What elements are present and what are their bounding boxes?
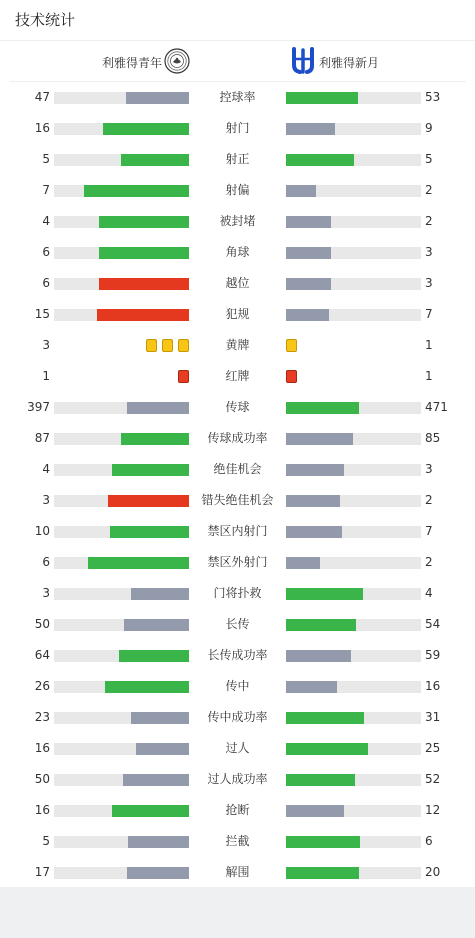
home-bar-fill (119, 650, 189, 662)
home-bar-track (54, 92, 189, 104)
home-bar-track (54, 557, 189, 569)
away-bar-fill (286, 247, 331, 259)
away-bar-track (286, 92, 421, 104)
away-bar-track (286, 309, 421, 321)
away-bar-fill (286, 650, 351, 662)
away-bar-track (286, 247, 421, 259)
home-bar-track (54, 619, 189, 631)
away-value: 3 (425, 276, 433, 290)
stat-label: 绝佳机会 (213, 462, 262, 476)
stat-row (0, 795, 475, 826)
away-value: 7 (425, 524, 433, 538)
home-bar-fill (124, 619, 189, 631)
yellow-card-icon (146, 339, 157, 352)
stat-row (0, 764, 475, 795)
home-bar-track (54, 836, 189, 848)
home-bar-fill (131, 712, 189, 724)
home-bar-fill (131, 588, 189, 600)
stat-label: 黄牌 (225, 338, 250, 352)
away-value: 20 (425, 865, 441, 879)
yellow-card-icon (178, 339, 189, 352)
home-bar-fill (128, 836, 189, 848)
teams-header (10, 41, 466, 82)
home-bar-track (54, 774, 189, 786)
home-value: 3 (42, 338, 50, 352)
away-bar-fill (286, 836, 360, 848)
stat-label: 射门 (225, 121, 250, 135)
home-bar-track (54, 433, 189, 445)
home-bar-fill (127, 867, 189, 879)
stat-row (0, 733, 475, 764)
home-bar-track (54, 278, 189, 290)
home-bar-fill (126, 92, 189, 104)
yellow-card-icon (286, 339, 297, 352)
yellow-card-icon (162, 339, 173, 352)
home-cards (146, 339, 189, 352)
away-value: 471 (425, 400, 448, 414)
stat-row (0, 516, 475, 547)
stat-row (0, 144, 475, 175)
home-bar-track (54, 464, 189, 476)
away-bar-fill (286, 619, 356, 631)
away-value: 5 (425, 152, 433, 166)
away-bar-fill (286, 867, 359, 879)
stat-label: 错失绝佳机会 (201, 493, 274, 507)
home-bar-track (54, 867, 189, 879)
stat-label: 长传成功率 (207, 648, 268, 662)
away-value: 53 (425, 90, 441, 104)
away-bar-fill (286, 588, 363, 600)
stat-label: 传中 (225, 679, 250, 693)
away-value: 85 (425, 431, 441, 445)
home-value: 50 (34, 772, 50, 786)
away-value: 52 (425, 772, 441, 786)
home-value: 47 (34, 90, 50, 104)
stat-label: 传球成功率 (207, 431, 268, 445)
home-bar-track (54, 743, 189, 755)
home-bar-track (54, 185, 189, 197)
home-bar-fill (84, 185, 189, 197)
home-bar-fill (99, 247, 189, 259)
away-value: 2 (425, 183, 433, 197)
away-bar-track (286, 185, 421, 197)
home-bar-track (54, 216, 189, 228)
stat-row (0, 268, 475, 299)
home-bar-fill (112, 805, 189, 817)
home-value: 6 (42, 555, 50, 569)
home-bar-fill (127, 402, 189, 414)
away-bar-fill (286, 185, 316, 197)
away-bar-fill (286, 743, 368, 755)
away-value: 1 (425, 369, 433, 383)
away-team-name: 利雅得新月 (319, 56, 380, 70)
home-bar-track (54, 526, 189, 538)
away-value: 16 (425, 679, 441, 693)
al-hilal-crest-icon (291, 47, 315, 75)
stat-label: 被封堵 (219, 214, 256, 228)
home-bar-fill (110, 526, 189, 538)
home-team-name: 利雅得青年 (101, 56, 162, 70)
away-bar-fill (286, 433, 353, 445)
away-bar-fill (286, 774, 355, 786)
away-bar-fill (286, 526, 342, 538)
stat-label: 犯规 (225, 307, 250, 321)
away-value: 12 (425, 803, 441, 817)
away-value: 4 (425, 586, 433, 600)
stat-row (0, 702, 475, 733)
home-bar-track (54, 309, 189, 321)
home-value: 4 (42, 462, 50, 476)
away-bar-fill (286, 309, 329, 321)
stat-label: 长传 (225, 617, 250, 631)
home-value: 64 (34, 648, 50, 662)
away-bar-track (286, 402, 421, 414)
away-bar-track (286, 650, 421, 662)
away-value: 2 (425, 493, 433, 507)
away-bar-track (286, 123, 421, 135)
home-value: 15 (34, 307, 50, 321)
away-value: 3 (425, 462, 433, 476)
stat-label: 拦截 (225, 834, 250, 848)
home-bar-fill (108, 495, 189, 507)
home-bar-fill (112, 464, 189, 476)
home-bar-track (54, 402, 189, 414)
away-cards (286, 339, 297, 352)
al-shabab-crest-icon (164, 48, 190, 74)
stat-row (0, 361, 475, 392)
away-bar-fill (286, 92, 358, 104)
home-value: 6 (42, 276, 50, 290)
away-bar-track (286, 526, 421, 538)
away-bar-track (286, 278, 421, 290)
away-value: 7 (425, 307, 433, 321)
away-bar-track (286, 836, 421, 848)
away-bar-fill (286, 712, 364, 724)
away-value: 3 (425, 245, 433, 259)
away-bar-fill (286, 557, 320, 569)
panel-title: 技术统计 (15, 11, 76, 29)
stat-row (0, 82, 475, 113)
away-value: 2 (425, 555, 433, 569)
home-bar-fill (99, 216, 189, 228)
away-bar-track (286, 464, 421, 476)
away-bar-track (286, 588, 421, 600)
away-bar-track (286, 805, 421, 817)
stat-label: 传中成功率 (207, 710, 268, 724)
home-value: 5 (42, 152, 50, 166)
away-value: 25 (425, 741, 441, 755)
away-bar-track (286, 867, 421, 879)
away-bar-fill (286, 123, 335, 135)
home-value: 7 (42, 183, 50, 197)
stat-label: 解围 (225, 865, 250, 879)
away-bar-fill (286, 495, 340, 507)
stat-row (0, 826, 475, 857)
stat-label: 过人成功率 (207, 772, 268, 786)
stat-row (0, 423, 475, 454)
away-bar-fill (286, 402, 359, 414)
home-bar-track (54, 681, 189, 693)
away-bar-track (286, 154, 421, 166)
home-bar-track (54, 154, 189, 166)
home-value: 6 (42, 245, 50, 259)
away-value: 6 (425, 834, 433, 848)
home-bar-fill (103, 123, 189, 135)
away-value: 31 (425, 710, 441, 724)
stat-label: 禁区内射门 (207, 524, 268, 538)
away-bar-fill (286, 681, 337, 693)
home-value: 3 (42, 586, 50, 600)
away-bar-track (286, 774, 421, 786)
away-bar-fill (286, 805, 344, 817)
away-bar-track (286, 681, 421, 693)
away-bar-track (286, 743, 421, 755)
stat-label: 红牌 (225, 369, 250, 383)
home-bar-fill (136, 743, 189, 755)
home-bar-fill (123, 774, 189, 786)
home-bar-fill (99, 278, 189, 290)
stat-label: 门将扑救 (213, 586, 262, 600)
red-card-icon (286, 370, 297, 383)
away-bar-fill (286, 154, 354, 166)
stat-row (0, 454, 475, 485)
stat-row (0, 392, 475, 423)
away-value: 54 (425, 617, 441, 631)
home-bar-fill (88, 557, 189, 569)
home-value: 16 (34, 741, 50, 755)
home-bar-track (54, 650, 189, 662)
home-bar-track (54, 588, 189, 600)
home-value: 1 (42, 369, 50, 383)
home-bar-fill (121, 433, 189, 445)
home-value: 5 (42, 834, 50, 848)
stat-row (0, 299, 475, 330)
stat-label: 控球率 (219, 90, 256, 104)
stat-label: 射偏 (225, 183, 250, 197)
home-value: 16 (34, 121, 50, 135)
stat-row (0, 237, 475, 268)
away-bar-track (286, 433, 421, 445)
stat-label: 禁区外射门 (207, 555, 268, 569)
stat-row (0, 113, 475, 144)
away-value: 1 (425, 338, 433, 352)
away-bar-track (286, 557, 421, 569)
home-value: 397 (27, 400, 50, 414)
home-value: 16 (34, 803, 50, 817)
stat-row (0, 609, 475, 640)
away-value: 9 (425, 121, 433, 135)
stat-label: 过人 (225, 741, 250, 755)
stat-row (0, 547, 475, 578)
away-value: 2 (425, 214, 433, 228)
home-bar-fill (105, 681, 189, 693)
away-value: 59 (425, 648, 441, 662)
home-value: 17 (34, 865, 50, 879)
stat-label: 角球 (225, 245, 250, 259)
home-value: 3 (42, 493, 50, 507)
stat-row (0, 578, 475, 609)
stat-row (0, 206, 475, 237)
home-value: 10 (34, 524, 50, 538)
away-cards (286, 370, 297, 383)
stat-row (0, 671, 475, 702)
home-bar-track (54, 712, 189, 724)
stat-row (0, 857, 475, 888)
stat-row (0, 485, 475, 516)
stat-row (0, 640, 475, 671)
stat-label: 越位 (225, 276, 250, 290)
away-bar-track (286, 619, 421, 631)
stat-row (0, 330, 475, 361)
away-bar-track (286, 216, 421, 228)
red-card-icon (178, 370, 189, 383)
away-bar-track (286, 712, 421, 724)
home-value: 26 (34, 679, 50, 693)
away-bar-fill (286, 216, 331, 228)
stat-label: 抢断 (225, 803, 250, 817)
home-bar-track (54, 805, 189, 817)
home-bar-track (54, 123, 189, 135)
home-bar-track (54, 247, 189, 259)
home-value: 50 (34, 617, 50, 631)
home-value: 23 (34, 710, 50, 724)
home-bar-fill (121, 154, 189, 166)
home-value: 87 (34, 431, 50, 445)
home-cards (178, 370, 189, 383)
away-bar-fill (286, 278, 331, 290)
home-bar-fill (97, 309, 189, 321)
stat-label: 传球 (225, 400, 250, 414)
home-value: 4 (42, 214, 50, 228)
stat-label: 射正 (225, 152, 250, 166)
stat-row (0, 175, 475, 206)
home-bar-track (54, 495, 189, 507)
away-bar-track (286, 495, 421, 507)
away-bar-fill (286, 464, 344, 476)
